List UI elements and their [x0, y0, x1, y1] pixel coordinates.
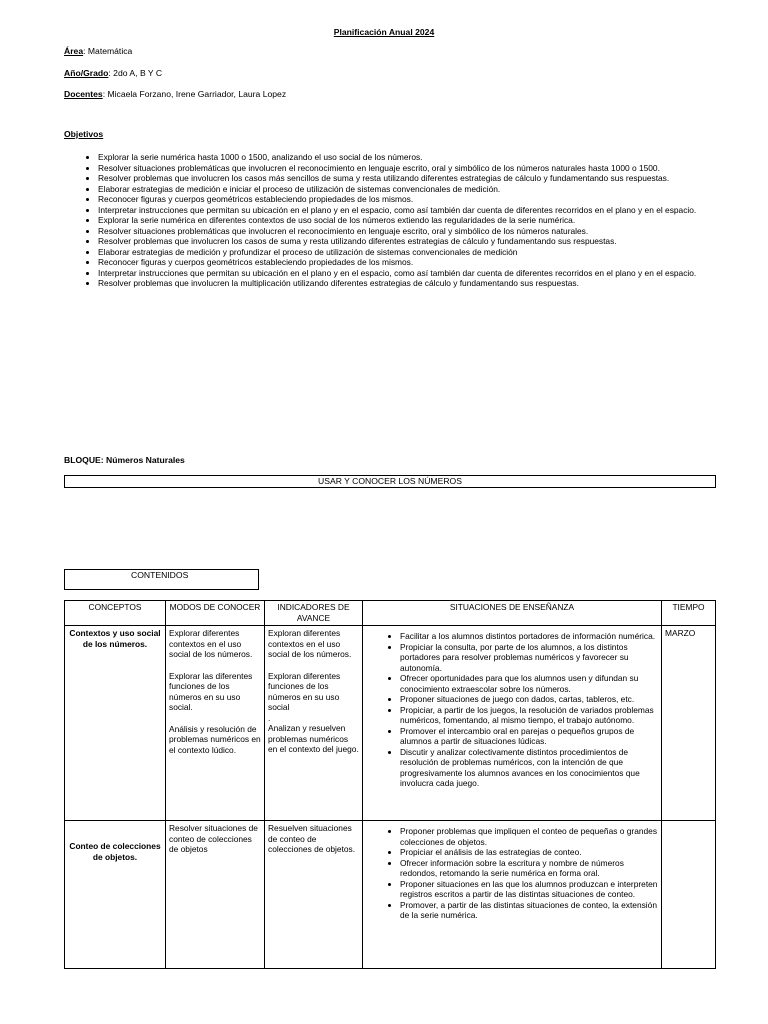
situaciones-list: [366, 826, 658, 921]
situaciones-cell: [363, 626, 662, 821]
header-indicadores: INDICADORES DE AVANCE: [265, 601, 363, 626]
concepto-cell: Conteo de colecciones de objetos.: [65, 821, 166, 969]
objetivo-item: • Elaborar estrategias de medición y profundizar el proceso de utilización de sistemas convencionales de medición: [98, 247, 707, 258]
objetivo-item: • Resolver problemas que involucren los casos más sencillos de suma y resta utilizando diferentes estrategias de cálculo y fundamentando sus respuestas.: [98, 173, 707, 184]
situacion-item: • Proponer situaciones de juego con dados, cartas, tableros, etc.: [400, 694, 658, 705]
situacion-item: • Facilitar a los alumnos distintos portadores de información numérica.: [400, 631, 658, 642]
usar-conocer-box: USAR Y CONOCER LOS NÚMEROS: [64, 475, 716, 488]
grado-label: Año/Grado: [64, 68, 109, 78]
objetivo-item: • Elaborar estrategias de medición e iniciar el proceso de utilización de sistemas convencionales de medición.: [98, 184, 707, 195]
docentes-value: : Micaela Forzano, Irene Garriador, Laura Lopez: [102, 89, 287, 99]
docentes-line: [64, 89, 286, 100]
bloque-heading: BLOQUE: Números Naturales: [64, 455, 185, 465]
area-line: [64, 46, 132, 57]
objetivo-item: • Reconocer figuras y cuerpos geométricos estableciendo propiedades de los mismos.: [98, 257, 707, 268]
docentes-label: Docentes: [64, 89, 103, 99]
objetivo-item: • Resolver problemas que involucren la multiplicación utilizando diferentes estrategias de cálculo y fundamentando sus respuestas.: [98, 278, 707, 289]
page-title: Planificación Anual 2024: [333, 27, 435, 37]
header-modos: MODOS DE CONOCER: [166, 601, 265, 626]
table-header-row: [65, 601, 716, 626]
objetivos-title: Objetivos: [64, 129, 104, 139]
tiempo-cell: MARZO: [662, 626, 716, 821]
indicador-text: Analizan y resuelven problemas numéricos en el contexto del juego.: [268, 723, 359, 754]
situacion-item: • Ofrecer oportunidades para que los alumnos usen y difundan su conocimiento extraescolar sobre los números.: [400, 673, 658, 694]
indicador-text: Exploran diferentes funciones de los números en su uso social: [268, 670, 341, 712]
objetivo-item: • Interpretar instrucciones que permitan su ubicación en el plano y en el espacio, como así también dar cuenta de diferentes recorridos en el plano y en el espacio.: [98, 205, 707, 216]
contenidos-box: CONTENIDOS: [64, 569, 259, 590]
table-row: [65, 626, 716, 821]
objetivo-item: • Interpretar instrucciones que permitan su ubicación en el plano y en el espacio, como así también dar cuenta de diferentes recorridos en el plano y en el espacio.: [98, 268, 707, 279]
situacion-item: • Promover, a partir de las distintas situaciones de conteo, la extensión de la serie numérica.: [400, 900, 658, 921]
objetivos-list: [64, 152, 707, 289]
modos-cell: Resolver situaciones de conteo de colecciones de objetos: [166, 821, 265, 969]
table-row: [65, 821, 716, 969]
modos-text: Explorar las diferentes funciones de los números en su uso social.: [169, 670, 253, 712]
situacion-item: • Proponer problemas que impliquen el conteo de pequeñas o grandes colecciones de objetos.: [400, 826, 658, 847]
objetivo-item: • Resolver problemas que involucren los casos de suma y resta utilizando diferentes estrategias de cálculo y fundamentando sus respuestas.: [98, 236, 707, 247]
situacion-item: • Propiciar el análisis de las estrategias de conteo.: [400, 847, 658, 858]
modos-cell: [166, 626, 265, 821]
area-value: : Matemática: [83, 46, 133, 56]
header-tiempo: TIEMPO: [662, 601, 716, 626]
objetivo-item: • Explorar la serie numérica hasta 1000 o 1500, analizando el uso social de los números.: [98, 152, 707, 163]
area-label: Área: [64, 46, 84, 56]
grado-line: [64, 68, 162, 79]
indicador-text: Exploran diferentes contextos en el uso social de los números.: [268, 628, 352, 659]
header-situaciones: SITUACIONES DE ENSEÑANZA: [363, 601, 662, 626]
situaciones-cell: [363, 821, 662, 969]
tiempo-cell: [662, 821, 716, 969]
contenidos-table: [64, 600, 716, 969]
grado-value: : 2do A, B Y C: [108, 68, 163, 78]
objetivo-item: • Explorar la serie numérica en diferentes contextos de uso social de los números extiendo las regularidades de la serie numérica.: [98, 215, 707, 226]
situaciones-list: [366, 631, 658, 789]
situacion-item: • Propiciar la consulta, por parte de los alumnos, a los distintos portadores para resolver problemas numéricos y favorecer su autonomía.: [400, 642, 658, 674]
situacion-item: • Promover el intercambio oral en parejas o pequeños grupos de alumnos a partir de situaciones lúdicas.: [400, 726, 658, 747]
modos-text: Análisis y resolución de problemas numéricos en el contexto lúdico.: [169, 723, 261, 755]
objetivo-item: • Resolver situaciones problemáticas que involucren el reconocimiento en lenguaje escrito, oral y simbólico de los números naturales hasta 1000 o 1500.: [98, 163, 707, 174]
indicadores-cell: [265, 626, 363, 821]
modos-text: Explorar diferentes contextos en el uso social de los números.: [169, 628, 253, 659]
situacion-item: • Discutir y analizar colectivamente distintos procedimientos de resolución de problemas numéricos, con la intención de que progresivamente los alumnos avances en los conocimientos que involucra cada juego.: [400, 747, 658, 789]
concepto-cell: Contextos y uso social de los números.: [65, 626, 166, 821]
objetivo-item: • Reconocer figuras y cuerpos geométricos estableciendo propiedades de los mismos.: [98, 194, 707, 205]
situacion-item: • Ofrecer información sobre la escritura y nombre de números redondos, retomando la serie numérica en forma oral.: [400, 858, 658, 879]
indicador-text: .: [268, 712, 271, 723]
indicadores-cell: Resuelven situaciones de conteo de colecciones de objetos.: [265, 821, 363, 969]
situacion-item: • Propiciar, a partir de los juegos, la resolución de variados problemas numéricos, fomentando, al mismo tiempo, el trabajo autónomo.: [400, 705, 658, 726]
header-conceptos: CONCEPTOS: [65, 601, 166, 626]
objetivo-item: • Resolver situaciones problemáticas que involucren el reconocimiento en lenguaje escrito, oral y simbólico de los números naturales.: [98, 226, 707, 237]
situacion-item: • Proponer situaciones en las que los alumnos produzcan e interpreten registros escritos a partir de las distintas situaciones de conteo.: [400, 879, 658, 900]
